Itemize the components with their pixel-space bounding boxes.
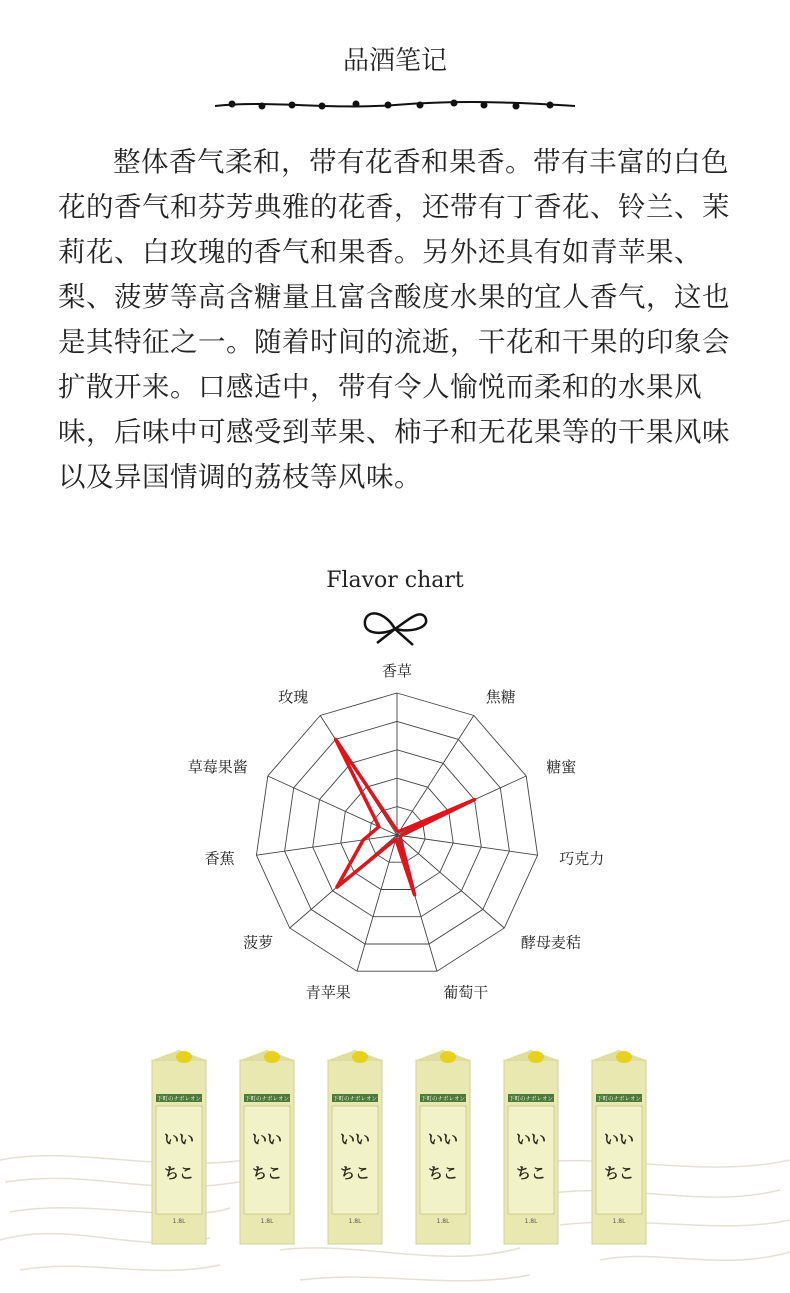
product-pack <box>502 1048 560 1246</box>
svg-text:1.8L: 1.8L <box>524 1218 538 1225</box>
radar-axis-label: 青苹果 <box>305 983 351 1000</box>
svg-text:ちこ: ちこ <box>603 1164 635 1182</box>
svg-text:下町のナポレオン: 下町のナポレオン <box>508 1096 554 1103</box>
svg-text:下町のナポレオン: 下町のナポレオン <box>420 1096 466 1103</box>
radar-axis-label: 酵母麦秸 <box>520 933 581 952</box>
radar-spoke <box>256 835 397 855</box>
svg-text:ちこ: ちこ <box>339 1164 371 1182</box>
svg-text:いい: いい <box>339 1130 371 1148</box>
svg-text:ちこ: ちこ <box>515 1164 547 1182</box>
svg-text:下町のナポレオン: 下町のナポレオン <box>244 1096 290 1103</box>
svg-text:ちこ: ちこ <box>163 1164 195 1182</box>
section-title: 品酒笔记 <box>342 46 447 76</box>
radar-axis-label: 草莓果酱 <box>187 757 248 776</box>
flavor-profile-line <box>336 739 475 895</box>
tasting-notes-text: 整体香气柔和，带有花香和果香。带有丰富的白色花的香气和芬芳典雅的花香，还带有丁香花、铃兰、茉莉花、白玫瑰的香气和果香。另外还具有如青苹果、梨、菠萝等高含糖量且富含酸度水果的宜人香气，这也是其特征之一。随着时间的流逝，干花和干果的印象会扩散开来。口感适中，带有令人愉悦而柔和的水果风味，后味中可感受到苹果、柿子和无花果等的干果风味以及异国情调的荔枝等风味。 <box>58 146 730 493</box>
radar-axis-label: 香蕉 <box>204 849 235 868</box>
radar-axis-label: 香草 <box>381 662 413 680</box>
svg-text:1.8L: 1.8L <box>436 1218 450 1225</box>
radar-axis-label: 菠萝 <box>243 933 274 952</box>
svg-text:いい: いい <box>603 1130 635 1148</box>
svg-text:いい: いい <box>163 1130 195 1148</box>
radar-axis-label: 玫瑰 <box>278 688 309 706</box>
product-pack <box>414 1048 472 1246</box>
chart-title: Flavor chart <box>326 568 464 593</box>
svg-text:下町のナポレオン: 下町のナポレオン <box>156 1096 202 1103</box>
svg-text:1.8L: 1.8L <box>348 1218 362 1225</box>
bow-ornament <box>355 603 435 651</box>
svg-text:1.8L: 1.8L <box>260 1218 274 1225</box>
product-row <box>0 1048 790 1248</box>
radar-spoke <box>397 835 538 855</box>
product-pack <box>326 1048 384 1246</box>
product-pack <box>150 1048 208 1246</box>
svg-text:いい: いい <box>515 1130 547 1148</box>
svg-text:ちこ: ちこ <box>251 1164 283 1182</box>
product-pack <box>590 1048 648 1246</box>
svg-text:下町のナポレオン: 下町のナポレオン <box>596 1096 642 1103</box>
radar-axis-label: 葡萄干 <box>443 983 489 1000</box>
svg-text:いい: いい <box>427 1130 459 1148</box>
svg-text:ちこ: ちこ <box>427 1164 459 1182</box>
radar-axis-label: 巧克力 <box>559 849 605 868</box>
svg-text:下町のナポレオン: 下町のナポレオン <box>332 1096 378 1103</box>
product-pack <box>238 1048 296 1246</box>
svg-text:いい: いい <box>251 1130 283 1148</box>
svg-text:1.8L: 1.8L <box>612 1218 626 1225</box>
svg-text:1.8L: 1.8L <box>172 1218 186 1225</box>
flavor-radar-chart <box>180 660 620 1000</box>
dotted-divider <box>210 90 580 120</box>
radar-axis-label: 糖蜜 <box>546 757 577 776</box>
radar-axis-label: 焦糖 <box>485 688 516 706</box>
